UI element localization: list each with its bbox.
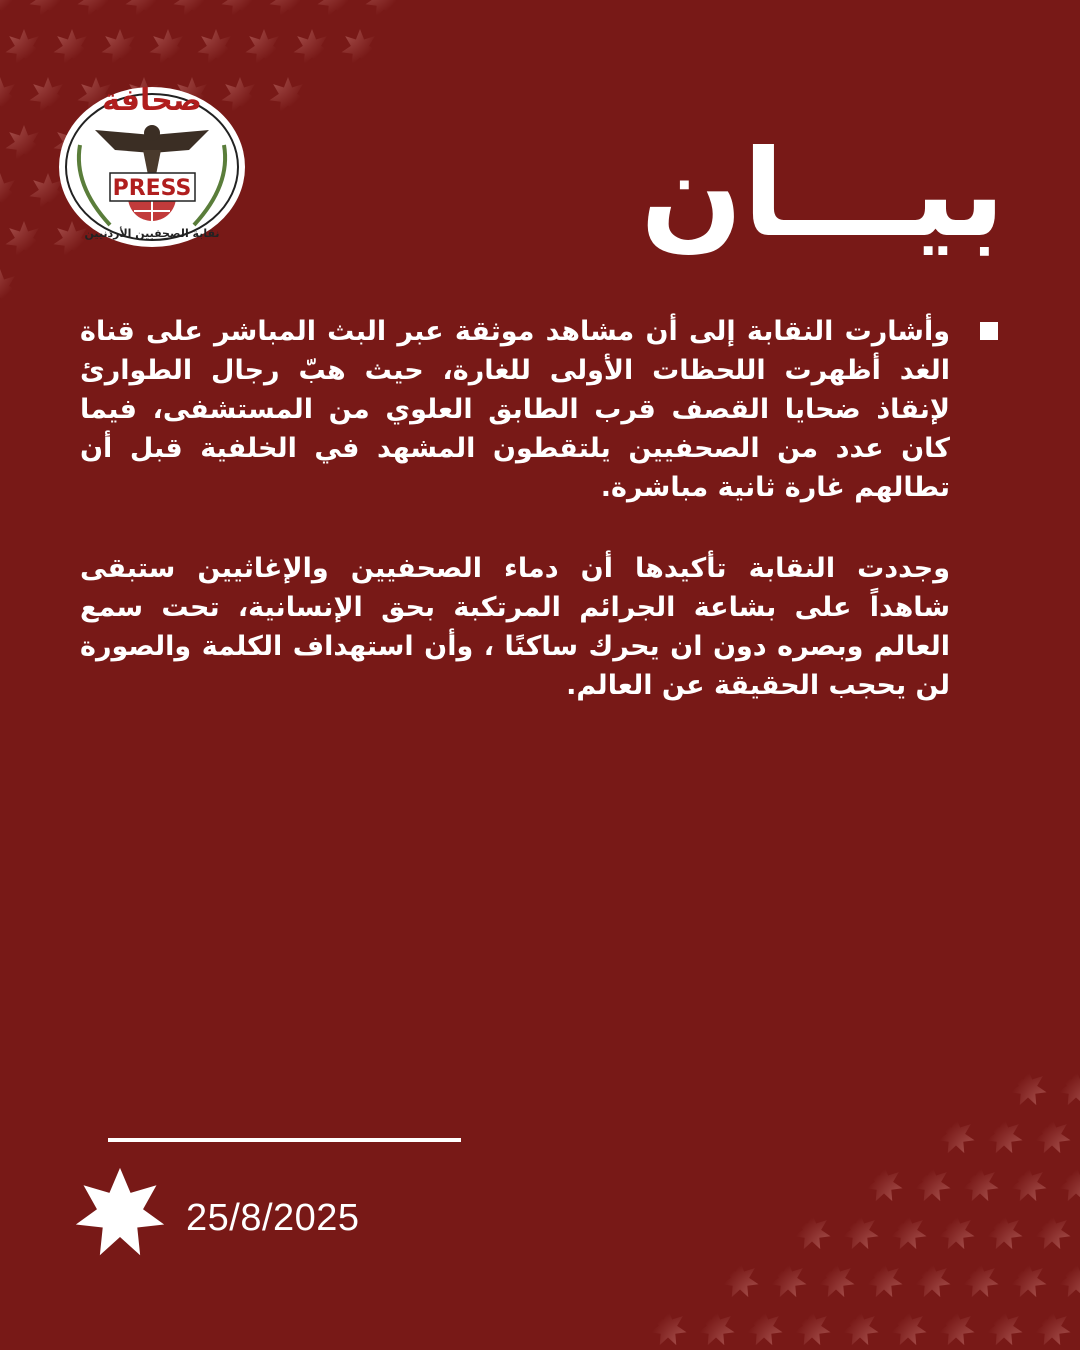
pattern-star [5, 221, 42, 257]
statement-paragraph-1: وأشارت النقابة إلى أن مشاهد موثقة عبر البث المباشر على قناة الغد أظهرت اللحظات الأولى للغارة، حيث هبّ رجال الطوارئ لإنقاذ ضحايا القصف قرب الطابق العلوي من المستشفى، فيما كان عدد من الصحفيين يلتقطون المشهد في الخلفية قبل أن تطالهم غارة ثانية مباشرة. [80, 316, 950, 503]
logo-ring-text: نقابة الصحفيين الأردنيين [84, 227, 220, 240]
pattern-star [985, 1309, 1022, 1345]
pattern-star [865, 1261, 902, 1297]
page-title: بيـــان [640, 125, 1005, 264]
pattern-star [961, 1261, 998, 1297]
pattern-star [101, 29, 138, 65]
pattern-star [817, 1261, 854, 1297]
pattern-star [173, 0, 210, 17]
pattern-star [1033, 1309, 1070, 1345]
pattern-star [269, 77, 306, 113]
pattern-star [769, 1261, 806, 1297]
pattern-star [793, 1309, 830, 1345]
pattern-star [889, 1309, 926, 1345]
logo-press-text: PRESS [112, 176, 192, 201]
pattern-star [1057, 1261, 1080, 1297]
pattern-star [793, 1213, 830, 1249]
pattern-star [1009, 1165, 1046, 1201]
statement-body [80, 312, 950, 747]
pattern-star [221, 0, 258, 17]
pattern-star [269, 0, 306, 17]
pattern-star [937, 1213, 974, 1249]
pattern-star [745, 1309, 782, 1345]
pattern-star [985, 1117, 1022, 1153]
pattern-star [197, 29, 234, 65]
pattern-star [841, 1309, 878, 1345]
pattern-star [889, 1213, 926, 1249]
pattern-star [0, 0, 19, 17]
pattern-star [697, 1309, 734, 1345]
pattern-star [1057, 1165, 1080, 1201]
pattern-star [365, 0, 402, 17]
pattern-star [5, 29, 42, 65]
pattern-star [937, 1309, 974, 1345]
pattern-star [1009, 1069, 1046, 1105]
pattern-star [937, 1117, 974, 1153]
pattern-star [1057, 1069, 1080, 1105]
pattern-star [913, 1165, 950, 1201]
pattern-star [5, 125, 42, 161]
seven-point-star-icon [72, 1166, 168, 1262]
pattern-star [721, 1261, 758, 1297]
pattern-star [1009, 1261, 1046, 1297]
pattern-star [1033, 1213, 1070, 1249]
pattern-star [841, 1213, 878, 1249]
pattern-star [1033, 1117, 1070, 1153]
pattern-star [77, 0, 114, 17]
press-syndicate-logo [55, 75, 250, 250]
pattern-star [29, 0, 66, 17]
pattern-star [0, 269, 19, 305]
pattern-star [341, 29, 378, 65]
footer-divider [108, 1138, 461, 1142]
pattern-star [0, 173, 19, 209]
pattern-star [125, 0, 162, 17]
pattern-star [649, 1309, 686, 1345]
pattern-star [149, 29, 186, 65]
pattern-star [317, 0, 354, 17]
pattern-star [245, 29, 282, 65]
statement-paragraph-2: وجددت النقابة تأكيدها أن دماء الصحفيين والإغاثيين ستبقى شاهداً على بشاعة الجرائم المرتكبة بحق الإنسانية، تحت سمع العالم وبصره دون ان يحرك ساكنًا ، وأن استهداف الكلمة والصورة لن يحجب الحقيقة عن العالم. [80, 553, 950, 701]
pattern-star [293, 29, 330, 65]
pattern-star [865, 1165, 902, 1201]
statement-date: 25/8/2025 [186, 1197, 360, 1239]
pattern-star [53, 29, 90, 65]
logo-arabic-title: صحافة [102, 83, 202, 118]
bullet-square-icon [980, 322, 998, 340]
pattern-star [913, 1261, 950, 1297]
pattern-star [0, 77, 19, 113]
pattern-star [961, 1165, 998, 1201]
pattern-star [985, 1213, 1022, 1249]
